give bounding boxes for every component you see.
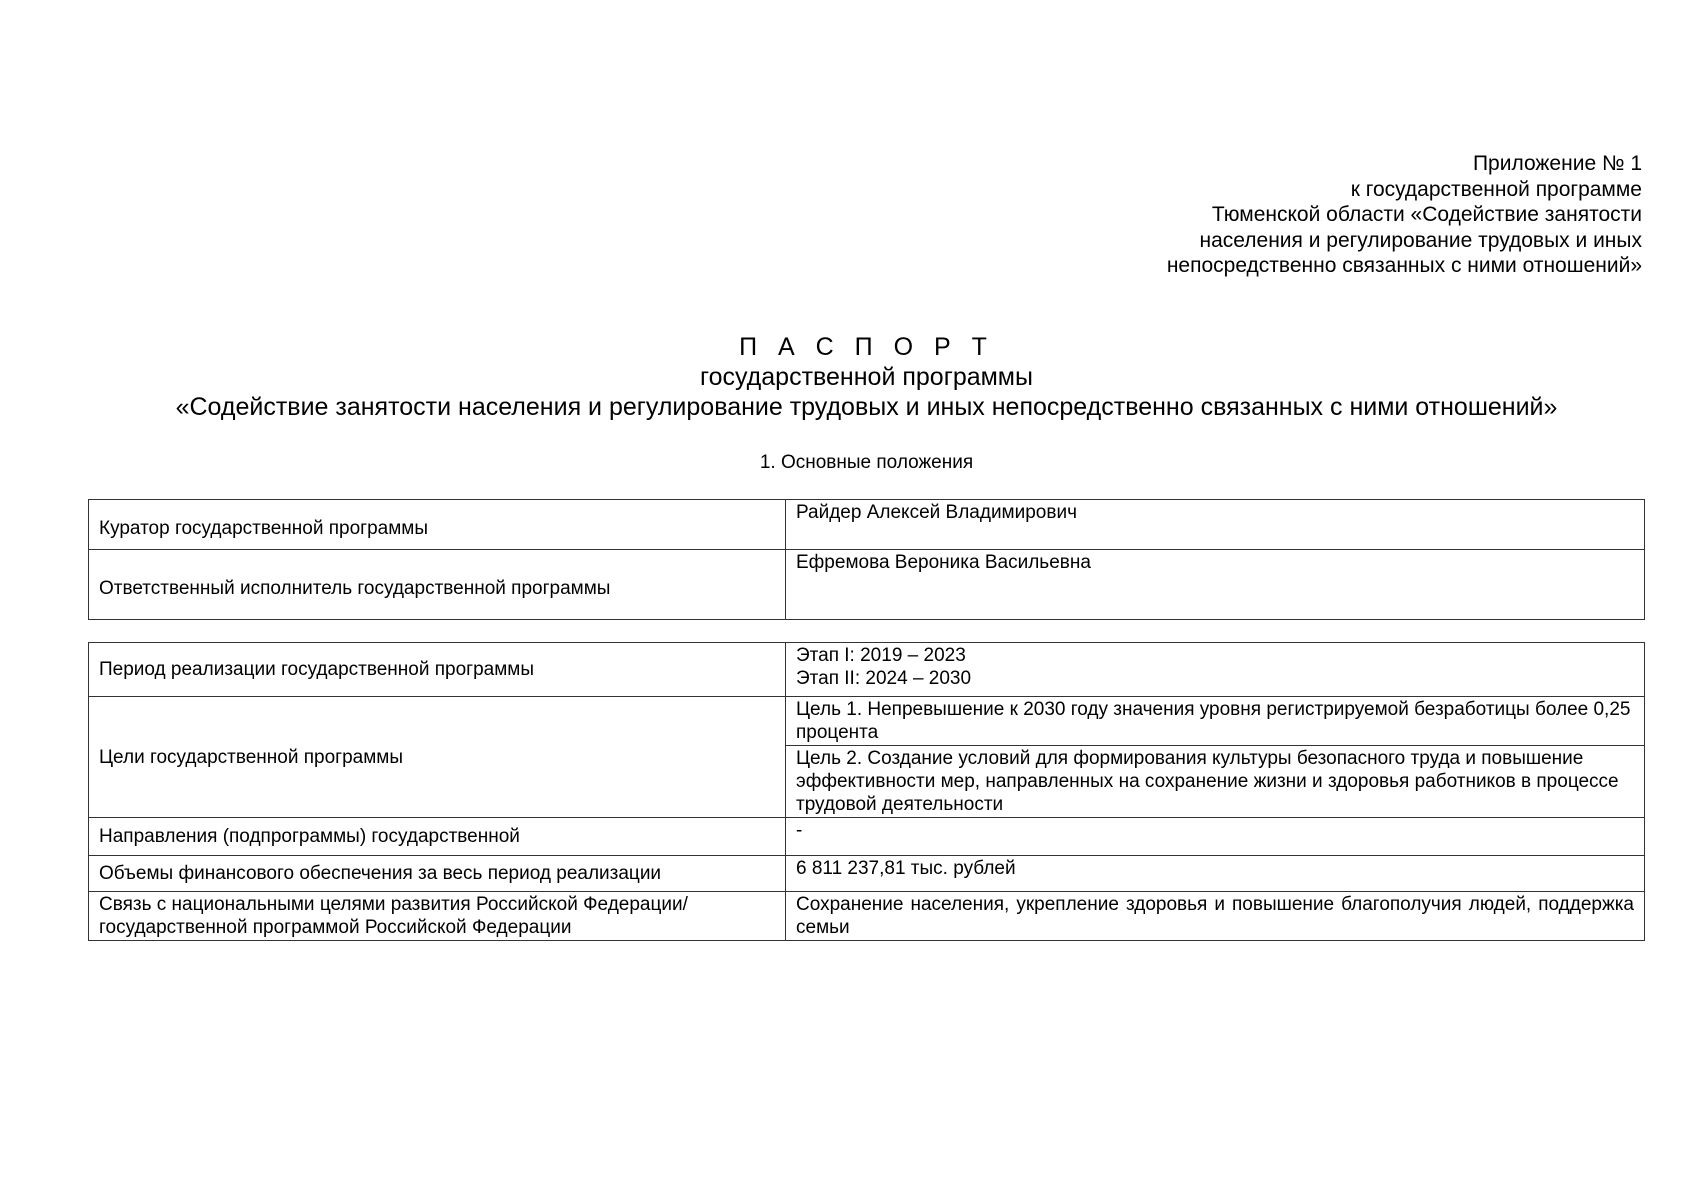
stage-1: Этап I: 2019 – 2023: [796, 645, 966, 666]
curator-value: Райдер Алексей Владимирович: [786, 500, 1645, 550]
document-subtitle: государственной программы: [700, 363, 1033, 391]
goal-1: Цель 1. Непревышение к 2030 году значения уровня регистрируемой безработицы более 0,25 процента: [786, 697, 1645, 746]
period-label: Период реализации государственной программы: [89, 643, 786, 697]
table-row: [89, 856, 1645, 892]
program-details-table: [88, 642, 1645, 941]
appendix-line: населения и регулирование трудовых и иных: [1199, 228, 1642, 252]
table-row: [89, 500, 1645, 550]
table-row: [89, 643, 1645, 697]
table-row: [89, 697, 1645, 746]
table-row: [89, 550, 1645, 620]
section-title: 1. Основные положения: [759, 452, 974, 473]
appendix-line: к государственной программе: [1350, 177, 1642, 201]
national-goals-value: Сохранение населения, укрепление здоровья и повышение благополучия людей, поддержка семьи: [786, 892, 1645, 941]
document-heading: [88, 332, 1645, 422]
goals-label: Цели государственной программы: [89, 697, 786, 818]
program-name: «Содействие занятости населения и регулирование трудовых и иных непосредственно связанных с ними отношений»: [175, 393, 1558, 421]
directions-value: -: [786, 818, 1645, 856]
directions-label: Направления (подпрограммы) государственной: [89, 818, 786, 856]
national-goals-label: Связь с национальными целями развития Российской Федерации/ государственной программой Российской Федерации: [89, 892, 786, 941]
curator-label: Куратор государственной программы: [89, 500, 786, 550]
document-title: П А С П О Р Т: [739, 333, 994, 361]
table-row: [89, 892, 1645, 941]
appendix-note: [1167, 151, 1642, 279]
period-value: [786, 643, 1645, 697]
appendix-line: непосредственно связанных с ними отношений»: [1166, 254, 1642, 277]
stage-2: Этап II: 2024 – 2030: [796, 668, 972, 689]
funding-label: Объемы финансового обеспечения за весь период реализации: [89, 856, 786, 892]
table-row: [89, 818, 1645, 856]
goal-2: Цель 2. Создание условий для формирования культуры безопасного труда и повышение эффективности мер, направленных на сохранение жизни и здоровья работников в процессе трудовой деятельности: [786, 746, 1645, 818]
appendix-line: Приложение № 1: [1472, 152, 1642, 175]
executor-value: Ефремова Вероника Васильевна: [786, 550, 1645, 620]
curator-table: [88, 499, 1645, 620]
appendix-line: Тюменской области «Содействие занятости: [1211, 203, 1642, 226]
funding-value: 6 811 237,81 тыс. рублей: [786, 856, 1645, 892]
executor-label: Ответственный исполнитель государственной программы: [89, 550, 786, 620]
